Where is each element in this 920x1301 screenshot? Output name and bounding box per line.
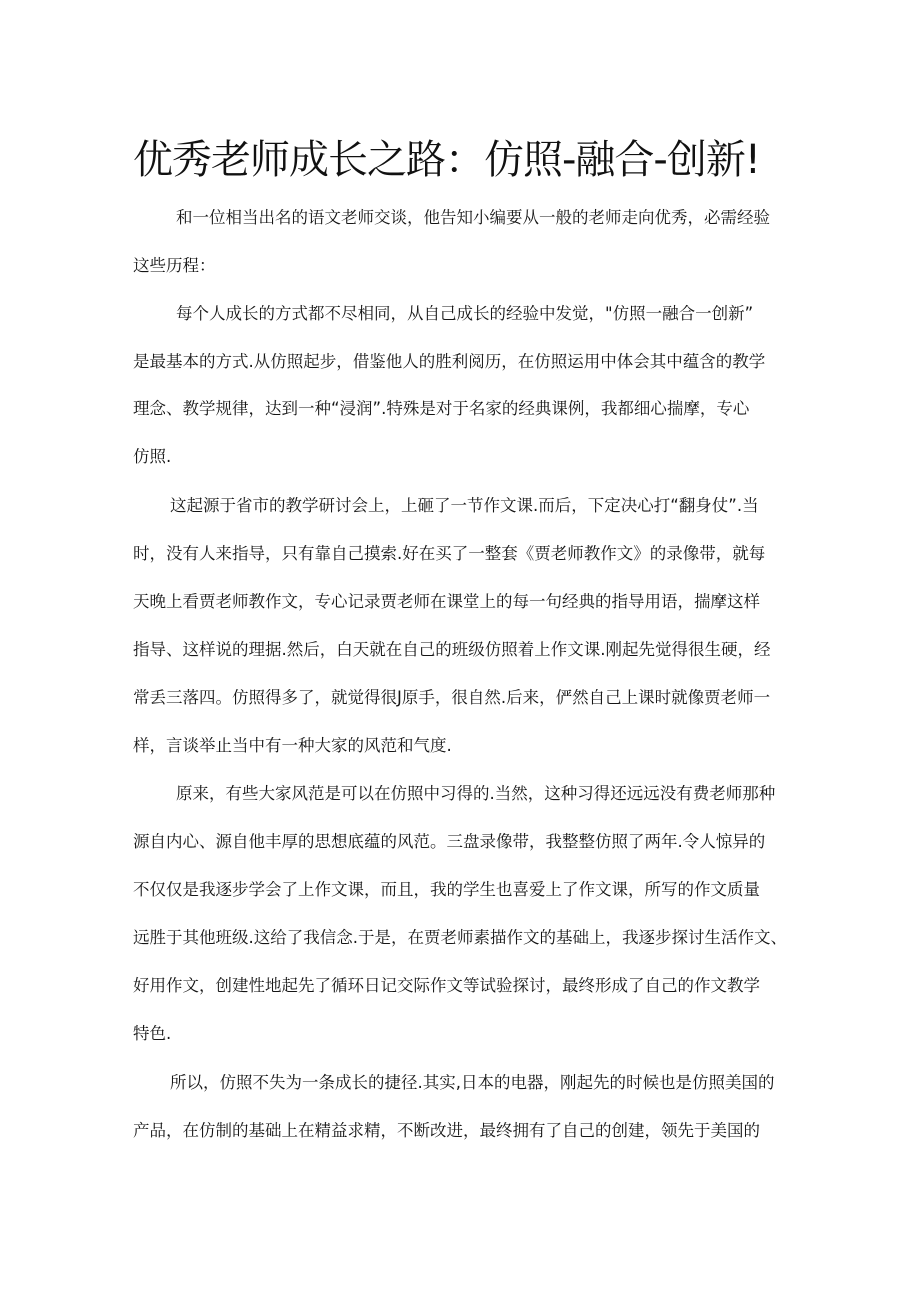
paragraph-4-line-1: 原来，有些大家风范是可以在仿照中习得的.当然，这种习得还远远没有费老师那种 bbox=[176, 784, 776, 803]
paragraph-4-line-2: 源自内心、源自他丰厚的思想底蕴的风范。三盘录像带，我整整仿照了两年.令人惊异的 bbox=[133, 832, 766, 851]
paragraph-1-line-1: 和一位相当出名的语文老师交谈，他告知小编要从一般的老师走向优秀，必需经验 bbox=[176, 208, 770, 227]
paragraph-2-line-1: 每个人成长的方式都不尽相同，从自己成长的经验中发觉，"仿照一融合一创新” bbox=[176, 304, 754, 323]
paragraph-2-line-4: 仿照. bbox=[133, 447, 172, 466]
paragraph-5-line-1: 所以，仿照不失为一条成长的捷径.其实,日本的电器，刚起先的时候也是仿照美国的 bbox=[170, 1073, 775, 1092]
paragraph-4-line-6: 特色. bbox=[133, 1024, 172, 1043]
paragraph-2-line-2: 是最基本的方式.从仿照起步，借鉴他人的胜利阅历，在仿照运用中体会其中蕴含的教学 bbox=[133, 352, 766, 371]
paragraph-3-line-2: 时，没有人来指导，只有靠自己摸索.好在买了一整套《贾老师教作文》的录像带，就每 bbox=[133, 544, 766, 563]
paragraph-3-line-1: 这起源于省市的教学研讨会上，上砸了一节作文课.而后，下定决心打“翻身仗”.当 bbox=[170, 496, 759, 515]
paragraph-4-line-5: 好用作文，创建性地起先了循环日记交际作文等试验探讨，最终形成了自己的作文教学 bbox=[133, 976, 760, 995]
paragraph-3-line-4: 指导、这样说的理据.然后，白天就在自己的班级仿照着上作文课.刚起先觉得很生硬，经 bbox=[133, 640, 771, 659]
paragraph-4-line-4: 远胜于其他班级.这给了我信念.于是，在贾老师素描作文的基础上，我逐步探讨生活作文、 bbox=[133, 928, 787, 947]
paragraph-4-line-3: 不仅仅是我逐步学会了上作文课，而且，我的学生也喜爱上了作文课，所写的作文质量 bbox=[133, 880, 760, 899]
article-title: 优秀老师成长之路：仿照-融合-创新! bbox=[133, 137, 760, 183]
paragraph-3-line-6: 样，言谈举止当中有一种大家的风范和气度. bbox=[133, 736, 452, 755]
paragraph-5-line-2: 产品，在仿制的基础上在精益求精，不断改进，最终拥有了自己的创建，领先于美国的 bbox=[133, 1121, 760, 1140]
paragraph-2-line-3: 理念、教学规律，达到一种“浸润”.特殊是对于名家的经典课例，我都细心揣摩，专心 bbox=[133, 399, 750, 418]
paragraph-3-line-3: 天晚上看贾老师教作文，专心记录贾老师在课堂上的每一句经典的指导用语，揣摩这样 bbox=[133, 592, 760, 611]
paragraph-1-line-2: 这些历程： bbox=[133, 256, 216, 275]
paragraph-3-line-5: 常丢三落四。仿照得多了，就觉得很J原手，很自然.后来，俨然自己上课时就像贾老师一 bbox=[133, 688, 771, 707]
